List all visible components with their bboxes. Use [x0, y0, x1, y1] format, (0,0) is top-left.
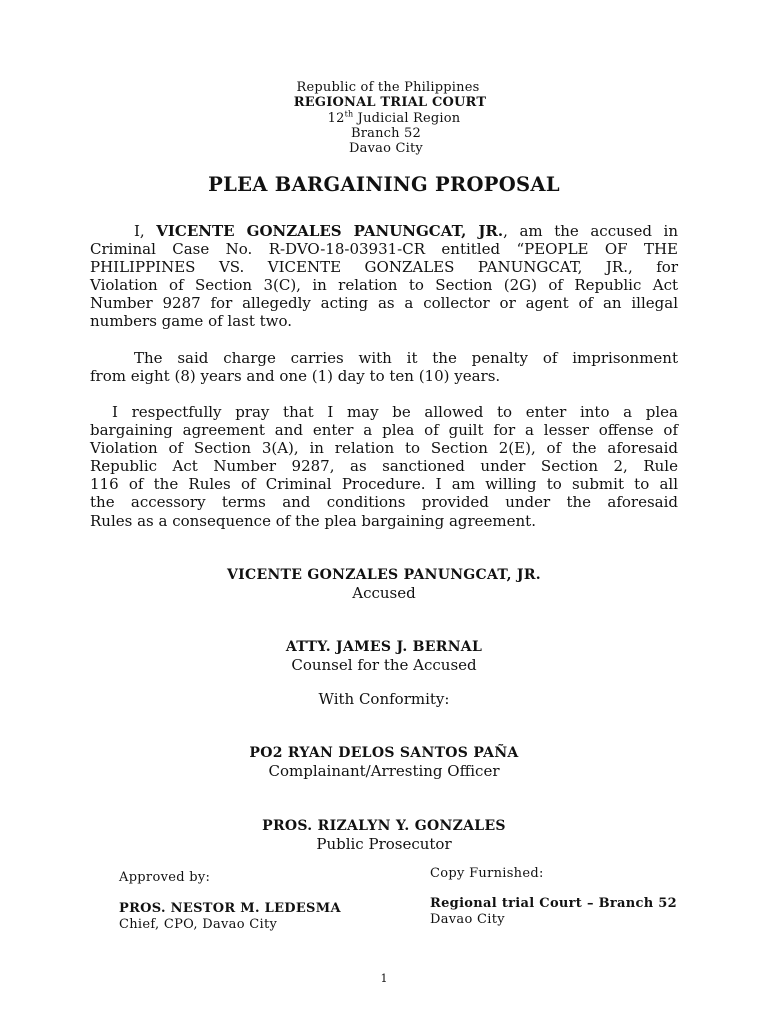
paragraph-1-after-name: , am the accused in	[503, 222, 678, 240]
paragraph-1-line: Criminal Case No. R-DVO-18-03931-CR entitled “PEOPLE OF THE	[90, 240, 678, 259]
paragraph-3-line: bargaining agreement and enter a plea of guilt for a lesser offense of	[90, 421, 678, 440]
header-republic: Republic of the Philippines	[296, 80, 480, 95]
paragraph-1-line: Number 9287 for allegedly acting as a collector or agent of an illegal	[90, 294, 678, 313]
conformity-label: With Conformity:	[318, 690, 450, 708]
paragraph-1-intro: I,	[134, 222, 157, 240]
signature-counsel	[0, 638, 768, 674]
document-title: PLEA BARGAINING PROPOSAL	[208, 173, 560, 196]
page-number: 1	[380, 972, 388, 985]
paragraph-3-line: Violation of Section 3(A), in relation to Section 2(E), of the aforesaid	[90, 439, 678, 458]
paragraph-penalty	[90, 349, 678, 385]
paragraph-1-line: PHILIPPINES VS. VICENTE GONZALES PANUNGCAT, JR., for	[90, 258, 678, 277]
paragraph-3-line: Rules as a consequence of the plea bargaining agreement.	[90, 511, 536, 530]
complainant-name: PO2 RYAN DELOS SANTOS PAÑA	[249, 745, 519, 761]
approved-label: Approved by:	[119, 870, 211, 885]
signature-prosecutor	[0, 817, 768, 853]
paragraph-accused-statement	[90, 222, 678, 331]
paragraph-1-line: numbers game of last two.	[90, 312, 293, 331]
accused-name: VICENTE GONZALES PANUNGCAT, JR.	[227, 567, 541, 583]
header-region-suffix: th	[344, 109, 354, 119]
header-city: Davao City	[349, 141, 423, 156]
paragraph-3-line: I respectfully pray that I may be allowed to enter into a plea	[112, 403, 678, 421]
paragraph-2-line: from eight (8) years and one (1) day to ten (10) years.	[90, 367, 501, 386]
counsel-role: Counsel for the Accused	[291, 656, 477, 674]
paragraph-3-line: the accessory terms and conditions provided under the aforesaid	[90, 493, 678, 512]
header-region-text: Judicial Region	[353, 111, 461, 126]
header-court-name: REGIONAL TRIAL COURT	[293, 95, 487, 110]
paragraph-1-line: Violation of Section 3(C), in relation to Section (2G) of Republic Act	[90, 276, 678, 295]
copy-furnished-block	[430, 896, 677, 928]
accused-name-inline: VICENTE GONZALES PANUNGCAT, JR.	[156, 222, 504, 240]
complainant-role: Complainant/Arresting Officer	[268, 762, 500, 780]
signature-complainant	[0, 744, 768, 780]
prosecutor-role: Public Prosecutor	[316, 835, 452, 853]
copy-recipient: Regional trial Court – Branch 52	[430, 896, 677, 911]
approver-role: Chief, CPO, Davao City	[119, 917, 278, 932]
copy-recipient-place: Davao City	[430, 912, 505, 927]
paragraph-2-line: The said charge carries with it the penalty of imprisonment	[134, 349, 678, 367]
copy-furnished-label: Copy Furnished:	[430, 866, 544, 881]
header-court	[6, 95, 768, 110]
counsel-name: ATTY. JAMES J. BERNAL	[285, 639, 483, 655]
header-branch: Branch 52	[350, 126, 422, 141]
header-region-number: 12	[327, 111, 345, 126]
paragraph-3-line: Republic Act Number 9287, as sanctioned under Section 2, Rule	[90, 457, 678, 476]
paragraph-1-line	[90, 222, 678, 240]
accused-role: Accused	[352, 584, 416, 602]
header-region	[10, 111, 768, 126]
paragraph-3-line: 116 of the Rules of Criminal Procedure. I am willing to submit to all	[90, 475, 678, 494]
paragraph-plea-request	[90, 403, 678, 530]
prosecutor-name: PROS. RIZALYN Y. GONZALES	[262, 818, 506, 834]
signature-accused	[0, 566, 768, 602]
approver-name: PROS. NESTOR M. LEDESMA	[119, 901, 341, 916]
approved-block	[119, 901, 341, 933]
